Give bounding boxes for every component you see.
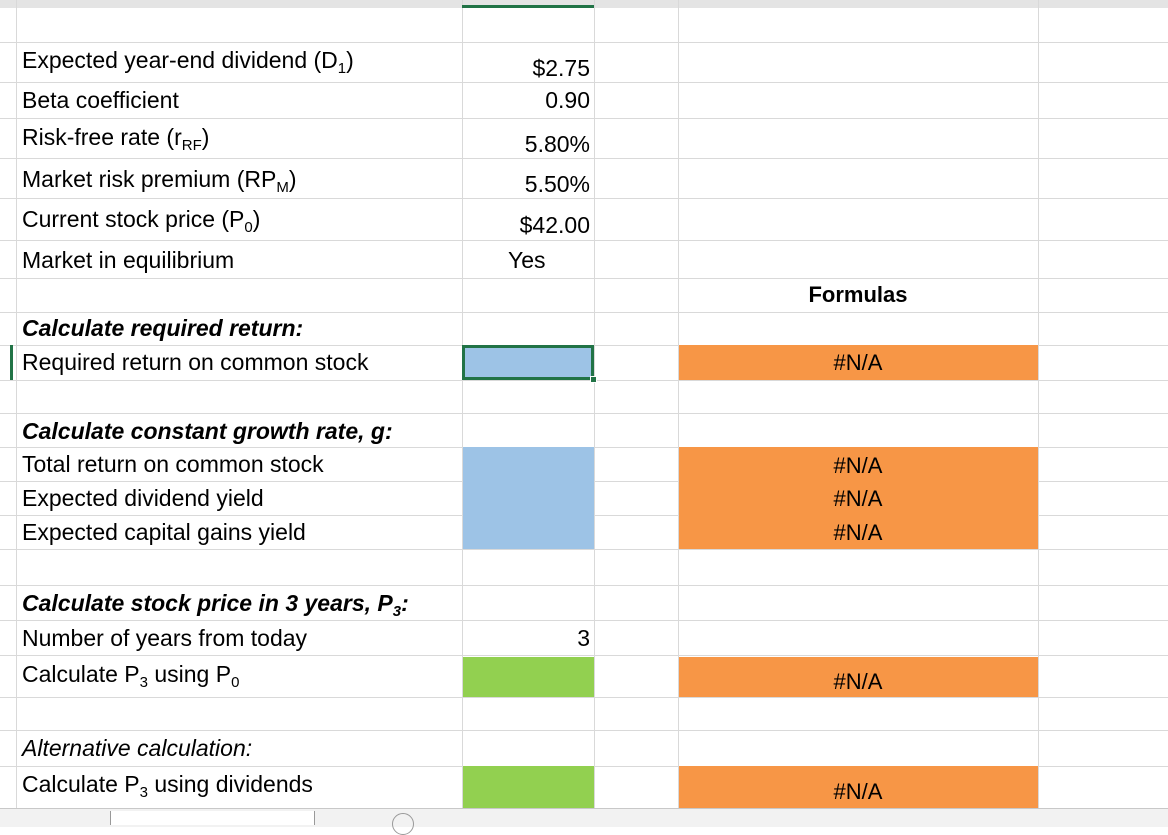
input-label-dividend: Expected year-end dividend $(D_1)$ bbox=[22, 47, 354, 77]
row-gridline bbox=[0, 620, 1168, 621]
section-header-required-return: Calculate required return: bbox=[22, 315, 304, 341]
dividend-yield-label: Expected dividend yield bbox=[22, 485, 264, 511]
required-return-label: Required return on common stock bbox=[22, 349, 369, 375]
years-label: Number of years from today bbox=[22, 625, 308, 651]
column-gridline bbox=[594, 0, 595, 808]
column-gridline bbox=[1038, 0, 1039, 808]
section-header-growth-rate: Calculate constant growth rate, g: bbox=[22, 418, 393, 444]
row-gridline bbox=[0, 413, 1168, 414]
total-return-label: Total return on common stock bbox=[22, 451, 324, 477]
row-gridline bbox=[0, 240, 1168, 241]
row-gridline bbox=[0, 312, 1168, 313]
p3-using-p0-formula-value: #N/A bbox=[833, 669, 883, 694]
row-gridline bbox=[0, 585, 1168, 586]
p3-using-p0-input-cell[interactable] bbox=[463, 657, 594, 697]
input-label-risk-free: Risk-free rate $(r_{RF})$ bbox=[22, 124, 210, 154]
input-value-equilibrium[interactable]: Yes bbox=[508, 247, 546, 273]
row-gridline bbox=[0, 82, 1168, 83]
column-selection-indicator bbox=[462, 5, 594, 8]
p3-using-dividends-label: Calculate $P_3$ using dividends bbox=[22, 771, 313, 801]
growth-input-cells[interactable] bbox=[463, 447, 594, 549]
input-value-market-risk-premium[interactable]: 5.50% bbox=[524, 171, 590, 197]
fill-handle[interactable] bbox=[590, 376, 597, 383]
p3-using-dividends-input-cell[interactable] bbox=[463, 766, 594, 808]
p3-using-dividends-formula-value: #N/A bbox=[833, 779, 883, 804]
row-gridline bbox=[0, 655, 1168, 656]
input-label-beta: Beta coefficient bbox=[22, 87, 179, 113]
input-value-dividend[interactable]: $2.75 bbox=[532, 55, 590, 81]
row-gridline bbox=[0, 697, 1168, 698]
required-return-input-cell[interactable] bbox=[462, 345, 594, 380]
row-gridline bbox=[0, 42, 1168, 43]
section-header-alternative: Alternative calculation: bbox=[22, 735, 253, 761]
row-gridline bbox=[0, 158, 1168, 159]
row-gridline bbox=[0, 380, 1168, 381]
column-gridline bbox=[16, 0, 17, 808]
row-gridline bbox=[0, 278, 1168, 279]
input-label-market-risk-premium: Market risk premium $(RP_M)$ bbox=[22, 166, 297, 196]
row-gridline bbox=[0, 730, 1168, 731]
input-label-stock-price: Current stock price $(P_0)$ bbox=[22, 206, 261, 236]
input-value-beta[interactable]: 0.90 bbox=[545, 87, 590, 113]
dividend-yield-formula-value: #N/A bbox=[833, 486, 883, 511]
sheet-tab[interactable] bbox=[110, 811, 315, 825]
p3-using-p0-label: Calculate $P_3$ using $P_0$ bbox=[22, 661, 240, 691]
row-selection-indicator bbox=[10, 345, 13, 380]
row-gridline bbox=[0, 198, 1168, 199]
input-value-stock-price[interactable]: $42.00 bbox=[519, 212, 590, 238]
formulas-header: Formulas bbox=[808, 282, 908, 307]
capital-gains-yield-label: Expected capital gains yield bbox=[22, 519, 306, 545]
row-gridline bbox=[0, 549, 1168, 550]
section-header-stock-price: Calculate stock price in 3 years, $P_3$: bbox=[22, 590, 409, 620]
capital-gains-yield-formula-value: #N/A bbox=[833, 520, 883, 545]
input-value-risk-free[interactable]: 5.80% bbox=[524, 131, 590, 157]
add-sheet-icon[interactable] bbox=[392, 813, 414, 835]
years-value[interactable]: 3 bbox=[577, 625, 590, 651]
row-gridline bbox=[0, 118, 1168, 119]
input-label-equilibrium: Market in equilibrium bbox=[22, 247, 235, 273]
sheet-tab-bar bbox=[0, 808, 1168, 827]
total-return-formula-value: #N/A bbox=[833, 453, 883, 478]
required-return-formula-value: #N/A bbox=[833, 350, 883, 375]
